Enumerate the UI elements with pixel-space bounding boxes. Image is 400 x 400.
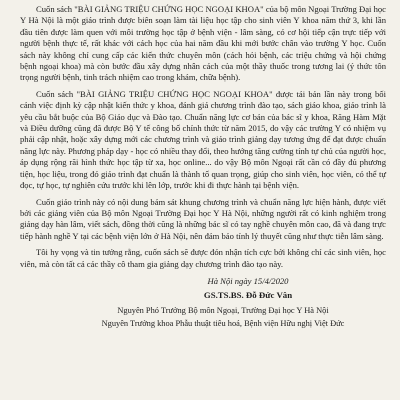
paragraph-2: Cuốn sách "BÀI GIẢNG TRIỆU CHỨNG HỌC NGOẠI KHOA" được tái bản lần này trong bối cảnh việc định kỳ cập nhật kiến thức y khoa, đánh giá chương trình đào tạo, sách giáo khoa, giáo trình là yêu cầu bắt buộc của Bộ Giáo dục và Đào tạo. Chuẩn năng lực cơ bản của bác sĩ y khoa, Răng Hàm Mặt và Điều dưỡng cũng đã được Bộ Y tế công bố chính thức từ năm 2015, do vậy các trường Y có nhiệm vụ phải cập nhật, hoặc xây dựng mới các chương trình và giáo trình giảng dạy tương ứng để đạt được chuẩn năng lực này. Phương pháp dạy - học có nhiều thay đổi, theo hướng tăng cường tính tự chủ của người học, áp dụng rộng rãi hình thức học tập từ xa, học online... do vậy Bộ môn Ngoại rất cần có đầy đủ phương tiện, học liệu, trong đó giáo trình đạt chuẩn là thành tố quan trọng, giúp cho sinh viên, học viên, có thể tự đọc, tự học, tự nghiên cứu trước khi lên lớp, trước khi đi thực hành tại bệnh viện. — [20, 88, 386, 191]
paragraph-4: Tôi hy vọng và tin tưởng rằng, cuốn sách sẽ được đón nhận tích cực bởi không chỉ các sinh viên, học viên, mà còn tất cả các thầy cô tham gia giảng dạy chương trình đào tạo này. — [20, 247, 386, 269]
signature-name: GS.TS.BS. Đỗ Đức Vân — [203, 289, 293, 300]
signature-title-2: Nguyên Trưởng khoa Phẫu thuật tiêu hoá, Bệnh viện Hữu nghị Việt Đức — [101, 318, 345, 328]
signature-title-1: Nguyên Phó Trưởng Bộ môn Ngoại, Trường Đại học Y Hà Nội — [117, 305, 329, 315]
paragraph-3: Cuốn giáo trình này có nội dung bám sát khung chương trình và chuẩn năng lực hiện hành, được viết bởi các giảng viên của Bộ môn Ngoại Trường Đại học Y Hà Nội, những người rất có kinh nghiệm trong giảng dạy hàn lâm, viết sách, đồng thời cũng là những bác sĩ có tay nghề chuyên môn cao, đã và đang trực tiếp hành nghề Y tại các bệnh viện lớn ở Hà Nội, nên đảm bảo tính lý thuyết cũng như thực tiễn lâm sàng. — [20, 196, 386, 241]
signature-date: Hà Nội ngày 15/4/2020 — [207, 275, 289, 286]
paragraph-1: Cuốn sách "BÀI GIẢNG TRIỆU CHỨNG HỌC NGOẠI KHOA" của bộ môn Ngoại Trường Đại học Y Hà Nội là một giáo trình được biên soạn làm tài liệu học tập cho sinh viên Y khoa năm thứ 3, khi lần đầu tiên được làm quen với môi trường học tập ở bệnh viện - lâm sàng, có cơ hội tiếp cận trực tiếp với người bệnh thực tế, rất khác với cách học của hai năm đầu khi mới bước chân vào trường Y học. Cuốn sách này không chỉ cung cấp các kiến thức chuyên môn (cách hỏi bệnh, các triệu chứng và hội chứng bệnh ngoại khoa) mà còn bước đầu xây dựng nhân cách của một thầy thuốc trong tương lai (ý thức tôn trọng người bệnh, tinh trách nhiệm cao trong khám, chữa bệnh). — [20, 4, 386, 83]
